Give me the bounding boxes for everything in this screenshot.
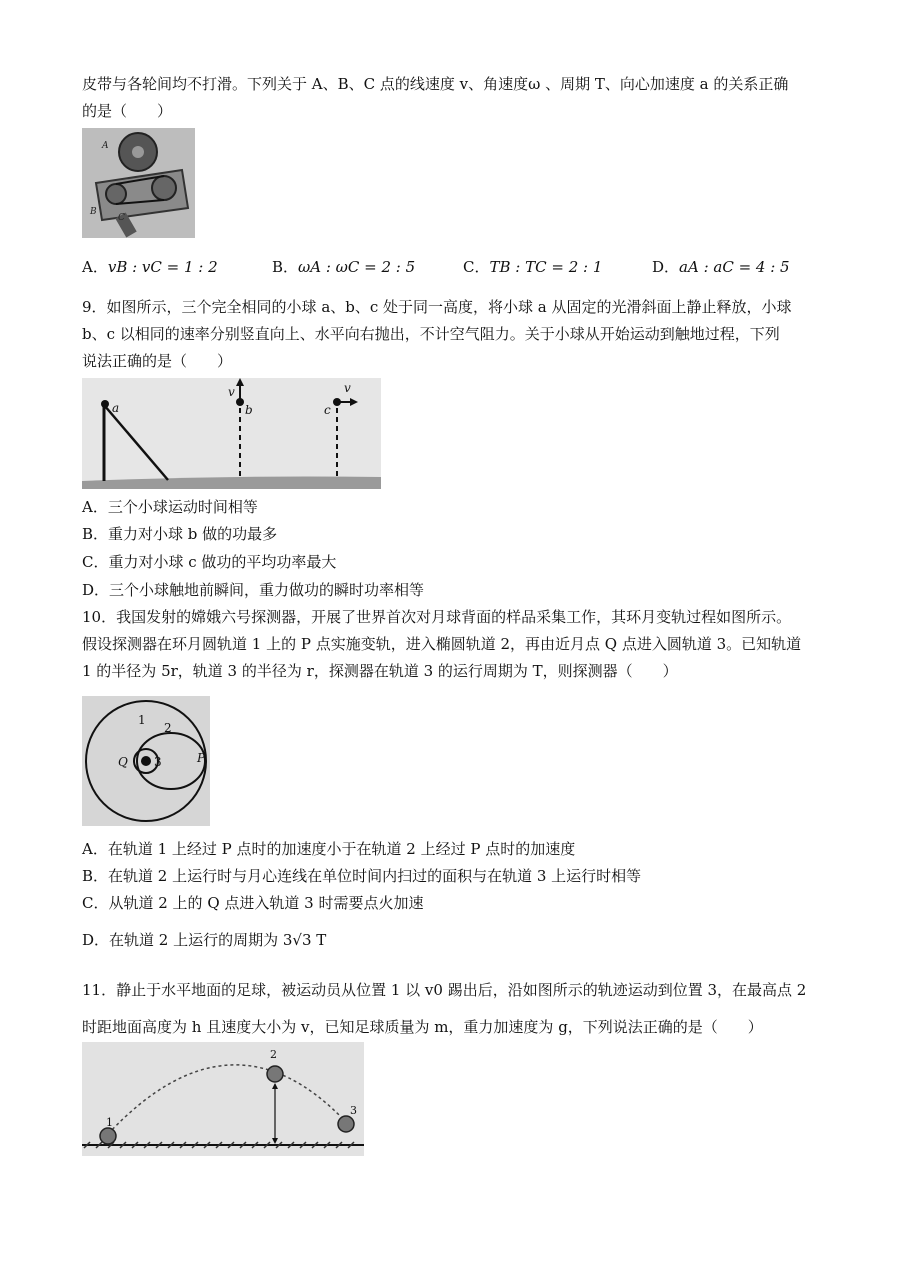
q8-option-a[interactable]: A．vB : vC = 1 : 2 <box>82 258 218 276</box>
moon-icon <box>141 756 151 766</box>
q8-option-c[interactable]: C．TB : TC = 2 : 1 <box>463 258 603 276</box>
label-pos-1: 1 <box>106 1116 113 1129</box>
q8-option-d[interactable]: D．aA : aC = 4 : 5 <box>652 258 790 276</box>
q9-stem-line-1: 9．如图所示，三个完全相同的小球 a、b、c 处于同一高度，将小球 a 从固定的光滑斜面上静止释放，小球 <box>82 298 792 316</box>
label-ball-b: b <box>245 403 253 417</box>
label-ball-a: a <box>112 401 120 415</box>
q10-option-c[interactable]: C．从轨道 2 上的 Q 点进入轨道 3 时需要点火加速 <box>82 894 424 912</box>
q9-option-b[interactable]: B．重力对小球 b 做的功最多 <box>82 525 278 543</box>
label-orbit-2: 2 <box>164 721 172 735</box>
label-a: A <box>102 141 109 151</box>
label-p: P <box>197 751 206 765</box>
q9-option-a[interactable]: A．三个小球运动时间相等 <box>82 498 258 516</box>
q11-stem-line-1: 11．静止于水平地面的足球，被运动员从位置 1 以 v0 踢出后，沿如图所示的轨迹运动到位置 3，在最高点 2 <box>82 981 807 999</box>
q8-stem-line-1: 皮带与各轮间均不打滑。下列关于 A、B、C 点的线速度 v、角速度ω 、周期 T、向心加速度 a 的关系正确 <box>82 75 789 93</box>
q9-option-c[interactable]: C．重力对小球 c 做功的平均功率最大 <box>82 553 337 571</box>
label-v-b: v <box>228 385 235 399</box>
q10-option-d[interactable]: D．在轨道 2 上运行的周期为 3√3 T <box>82 931 327 949</box>
q10-stem-line-2: 假设探测器在环月圆轨道 1 上的 P 点实施变轨，进入椭圆轨道 2，再由近月点 Q 点进入圆轨道 3。已知轨道 <box>82 635 802 653</box>
q9-balls-figure <box>82 378 381 489</box>
ball-a <box>101 400 109 408</box>
label-pos-3: 3 <box>350 1104 357 1117</box>
q9-stem-line-2: b、c 以相同的速率分别竖直向上、水平向右抛出，不计空气阻力。关于小球从开始运动到触地过程，下列 <box>82 325 780 343</box>
label-pos-2: 2 <box>270 1048 277 1061</box>
label-q: Q <box>118 755 128 769</box>
q8-pulley-figure <box>82 128 195 238</box>
q11-football-figure <box>82 1042 364 1156</box>
q10-stem-line-1: 10．我国发射的嫦娥六号探测器，开展了世界首次对月球背面的样品采集工作，其环月变轨过程如图所示。 <box>82 608 792 626</box>
q9-stem-line-3: 说法正确的是（ ） <box>82 352 233 370</box>
q9-option-d[interactable]: D．三个小球触地前瞬间，重力做功的瞬时功率相等 <box>82 581 425 599</box>
q10-stem-line-3: 1 的半径为 5r，轨道 3 的半径为 r，探测器在轨道 3 的运行周期为 T，则探测器（ ） <box>82 662 678 680</box>
ball-b <box>236 398 244 406</box>
ball-c <box>333 398 341 406</box>
ball-position-3 <box>338 1116 354 1132</box>
label-c: C <box>118 213 125 223</box>
label-orbit-3: 3 <box>154 755 162 769</box>
ball-position-2 <box>267 1066 283 1082</box>
q8-stem-line-2: 的是（ ） <box>82 102 173 120</box>
label-v-c: v <box>344 381 351 395</box>
label-orbit-1: 1 <box>138 713 146 727</box>
ball-position-1 <box>100 1128 116 1144</box>
q10-option-b[interactable]: B．在轨道 2 上运行时与月心连线在单位时间内扫过的面积与在轨道 3 上运行时相等 <box>82 867 642 885</box>
q10-orbit-figure <box>82 696 210 826</box>
label-ball-c: c <box>324 403 331 417</box>
q8-option-b[interactable]: B．ωA : ωC = 2 : 5 <box>272 258 416 276</box>
label-b: B <box>90 207 97 217</box>
q10-option-a[interactable]: A．在轨道 1 上经过 P 点时的加速度小于在轨道 2 上经过 P 点时的加速度 <box>82 840 576 858</box>
q11-stem-line-2: 时距地面高度为 h 且速度大小为 v，已知足球质量为 m，重力加速度为 g，下列说法正确的是（ ） <box>82 1018 763 1036</box>
